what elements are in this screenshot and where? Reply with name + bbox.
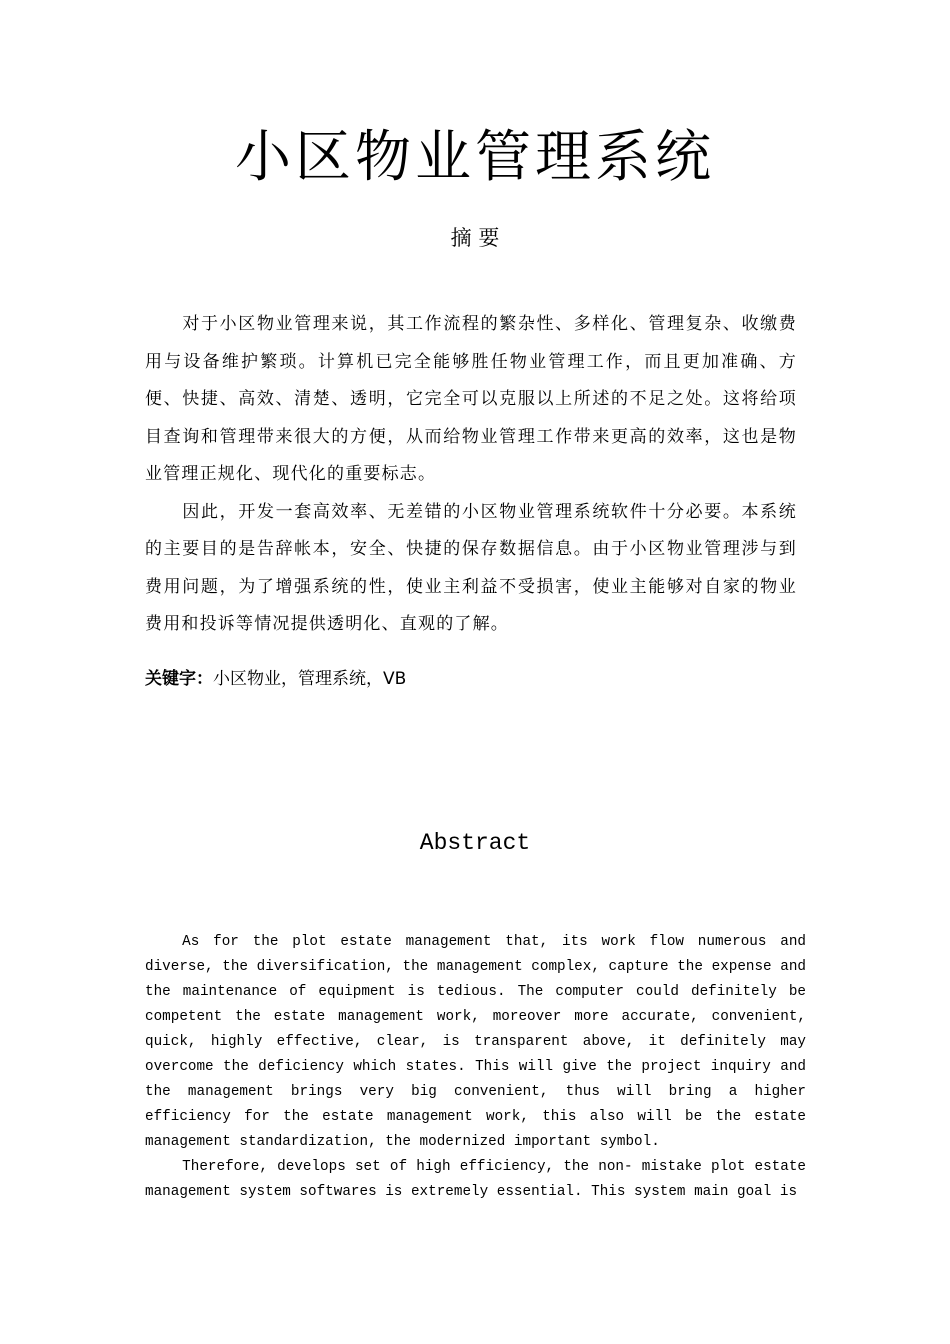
document-title: 小区物业管理系统 (235, 125, 715, 190)
keywords-label: 关键字： (145, 669, 213, 689)
abstract-en-heading: Abstract (419, 830, 531, 856)
keywords-line (145, 663, 797, 695)
abstract-cn-paragraph: 对于小区物业管理来说，其工作流程的繁杂性、多样化、管理复杂、收缴费用与设备维护繁琐。计算机已完全能够胜任物业管理工作，而且更加准确、方便、快捷、高效、清楚、透明，它完全可以克服以上所述的不足之处。这将给项目查询和管理带来很大的方便，从而给物业管理工作带来更高的效率，这也是物业管理正规化、现代化的重要标志。 (145, 314, 797, 484)
abstract-cn-body (145, 306, 797, 644)
keywords-value: 小区物业，管理系统，VB (213, 669, 407, 689)
abstract-cn-heading: 摘 要 (450, 226, 500, 250)
abstract-en-paragraph: Therefore, develops set of high efficiency, the non- mistake plot estate management system softwares is extremely essential. This system main goal is (145, 1159, 806, 1200)
abstract-en-paragraph: As for the plot estate management that, its work flow numerous and diverse, the diversification, the management complex, capture the expense and the maintenance of equipment is tedious. The computer could definitely be competent the estate management work, moreover more accurate, convenient, quick, highly effective, clear, is transparent above, it definitely may overcome the deficiency which states. This will give the project inquiry and the management brings very big convenient, thus will bring a higher efficiency for the estate management work, this also will be the estate management standardization, the modernized important symbol. (145, 934, 806, 1150)
abstract-en-body (145, 930, 806, 1205)
abstract-cn-paragraph: 因此，开发一套高效率、无差错的小区物业管理系统软件十分必要。本系统的主要目的是告辞帐本，安全、快捷的保存数据信息。由于小区物业管理涉与到费用问题，为了增强系统的性，使业主利益不受损害，使业主能够对自家的物业费用和投诉等情况提供透明化、直观的了解。 (145, 501, 797, 634)
